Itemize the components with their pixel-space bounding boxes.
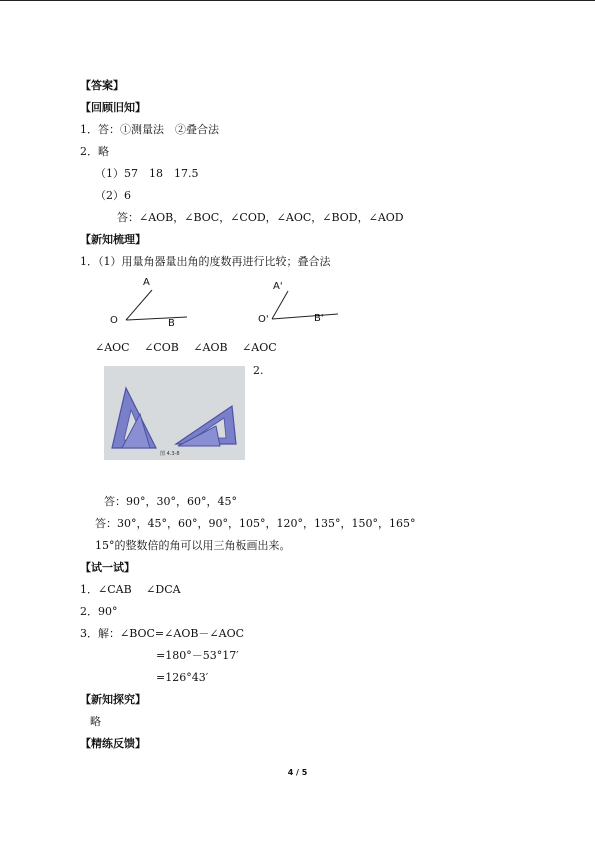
label-o: O	[110, 315, 118, 326]
new-knowledge-angles: ∠AOC ∠COB ∠AOB ∠AOC	[95, 341, 277, 354]
review-line-1: 1．答：①测量法 ②叠合法	[80, 123, 219, 136]
set-square-drawing	[104, 366, 245, 460]
label-b: B	[168, 318, 175, 329]
heading-try: 【试一试】	[80, 561, 135, 574]
set-square-photo	[104, 366, 245, 460]
heading-new-knowledge: 【新知梳理】	[80, 233, 146, 246]
photo-caption: 图 4.3-8	[160, 451, 180, 457]
try-line-5: =126°43′	[156, 671, 209, 684]
new-knowledge-line-1: 1．（1）用量角器量出角的度数再进行比较；叠合法	[80, 255, 331, 268]
new-knowledge-item-2: 2.	[253, 364, 264, 377]
review-line-3: （1）57 18 17.5	[95, 167, 199, 180]
heading-answer: 【答案】	[80, 79, 124, 92]
try-line-2: 2．90°	[80, 605, 118, 618]
review-line-5: 答：∠AOB，∠BOC，∠COD，∠AOC，∠BOD，∠AOD	[117, 211, 404, 224]
heading-feedback: 【精练反馈】	[80, 737, 146, 750]
heading-explore: 【新知探究】	[80, 693, 146, 706]
heading-review: 【回顾旧知】	[80, 101, 146, 114]
new-knowledge-answer-1: 答：90°，30°，60°，45°	[104, 495, 237, 508]
label-o-prime: O'	[258, 314, 269, 325]
review-line-4: （2）6	[95, 189, 131, 202]
explore-line-1: 略	[90, 715, 101, 728]
new-knowledge-answer-2: 答：30°，45°，60°，90°，105°，120°，135°，150°，165°	[95, 517, 416, 530]
angle-figure-aob-drawing	[105, 276, 195, 332]
try-line-3: 3．解：∠BOC=∠AOB－∠AOC	[80, 627, 245, 640]
angle-figure-a-prime-o-prime-b-prime	[258, 276, 348, 332]
angle-figure-aob	[105, 276, 195, 332]
review-line-2: 2．略	[80, 145, 109, 158]
try-line-1: 1．∠CAB ∠DCA	[80, 583, 181, 596]
try-line-4: =180°－53°17′	[156, 649, 239, 662]
angle-figure-prime-drawing	[258, 276, 348, 332]
new-knowledge-answer-3: 15°的整数倍的角可以用三角板画出来。	[95, 539, 291, 552]
label-a: A	[143, 277, 150, 288]
label-a-prime: A'	[273, 281, 283, 292]
header-rule	[0, 0, 595, 1]
label-b-prime: B'	[314, 313, 324, 324]
page-number: 4 / 5	[287, 768, 308, 777]
